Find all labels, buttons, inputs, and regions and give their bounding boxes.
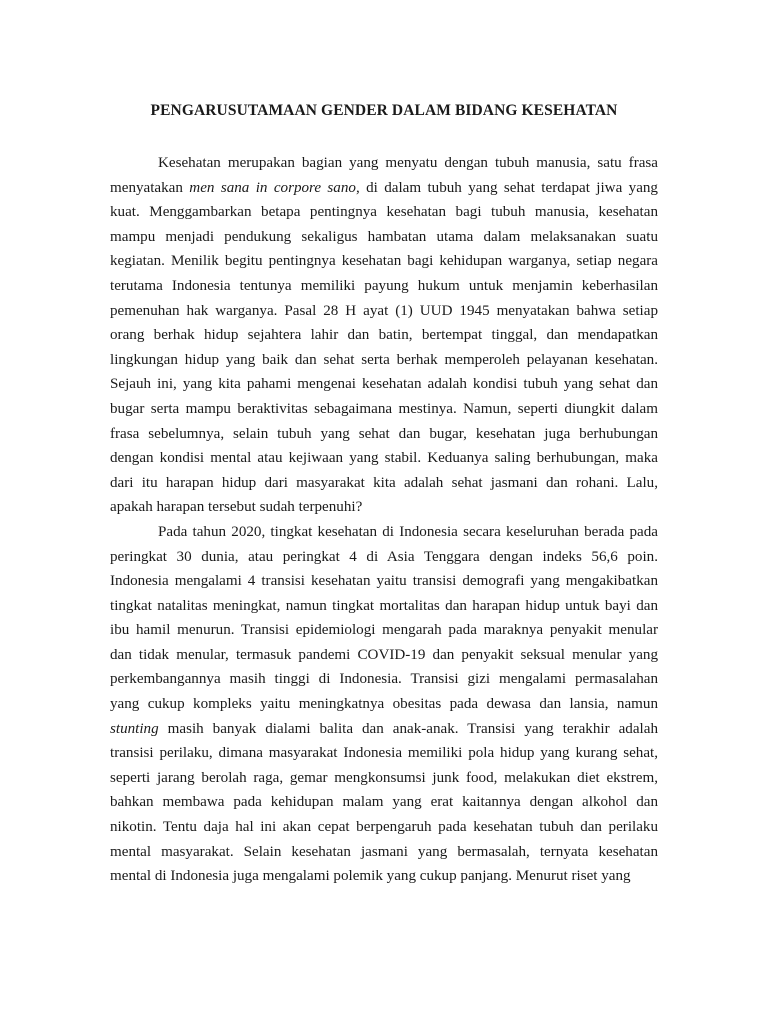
text-line — [110, 495, 658, 520]
text-run: terutama Indonesia tentunya memiliki payung hukum untuk menjamin keberhasilan — [110, 277, 658, 294]
text-run: bahkan membawa pada kehidupan malam yang erat kaitannya dengan alkohol dan — [110, 794, 658, 811]
text-line — [110, 717, 658, 742]
text-run: frasa sebelumnya, selain tubuh yang sehat dan bugar, kesehatan juga berhubungan — [110, 425, 658, 442]
text-run: kuat. Menggambarkan betapa pentingnya kesehatan bagi tubuh manusia, kesehatan — [110, 204, 658, 221]
text-line — [110, 225, 658, 250]
text-line — [110, 520, 658, 545]
text-line — [110, 864, 658, 889]
text-line — [110, 422, 658, 447]
text-line — [110, 299, 658, 324]
text-run: Indonesia mengalami 4 transisi kesehatan yaitu transisi demografi yang mengakibatkan — [110, 573, 658, 590]
text-run: mampu menjadi pendukung sekaligus hambatan utama dalam melaksanakan suatu — [110, 228, 658, 245]
text-run: apakah harapan tersebut sudah terpenuhi? — [110, 499, 363, 516]
text-run: Pada tahun 2020, tingkat kesehatan di Indonesia secara keseluruhan berada pada — [158, 523, 658, 540]
text-run: pemenuhan hak warganya. Pasal 28 H ayat (1) UUD 1945 menyatakan bahwa setiap — [110, 302, 658, 319]
text-run: Sejauh ini, yang kita pahami mengenai kesehatan adalah kondisi tubuh yang sehat dan — [110, 376, 658, 393]
text-line — [110, 397, 658, 422]
text-run: dengan kondisi mental atau kejiwaan yang stabil. Keduanya saling berhubungan, maka — [110, 450, 658, 467]
text-line — [110, 569, 658, 594]
text-run: transisi perilaku, dimana masyarakat Indonesia memiliki pola hidup yang kurang sehat, — [110, 745, 658, 762]
text-line — [110, 446, 658, 471]
text-line — [110, 594, 658, 619]
italic-phrase: stunting — [110, 720, 159, 737]
text-run: perkembangannya masih tinggi di Indonesia. Transisi gizi mengalami permasalahan — [110, 671, 658, 688]
text-line — [110, 618, 658, 643]
text-line — [110, 274, 658, 299]
text-line — [110, 348, 658, 373]
text-run: kegiatan. Menilik begitu pentingnya kesehatan bagi kehidupan warganya, setiap negara — [110, 253, 658, 270]
text-line — [110, 790, 658, 815]
text-run: dan tidak menular, termasuk pandemi COVID-19 dan penyakit seksual menular yang — [110, 646, 658, 663]
text-line — [110, 372, 658, 397]
text-line — [110, 692, 658, 717]
text-run: , di dalam tubuh yang sehat terdapat jiwa yang — [355, 179, 658, 196]
text-run: mental di Indonesia juga mengalami polemik yang cukup panjang. Menurut riset yang — [110, 868, 631, 885]
paragraph-2 — [110, 520, 658, 889]
text-run: Kesehatan merupakan bagian yang menyatu dengan tubuh manusia, satu frasa — [158, 155, 658, 171]
document-title: PENGARUSUTAMAAN GENDER DALAM BIDANG KESEHATAN — [150, 102, 618, 119]
text-line — [110, 766, 658, 791]
text-line — [110, 741, 658, 766]
document-body — [110, 151, 658, 889]
text-line — [110, 840, 658, 865]
text-line — [110, 545, 658, 570]
text-run: bugar serta mampu beraktivitas sebagaimana mestinya. Namun, seperti diungkit dalam — [110, 400, 658, 417]
text-line — [110, 151, 658, 176]
text-run: peringkat 30 dunia, atau peringkat 4 di Asia Tenggara dengan indeks 56,6 poin. — [110, 548, 658, 565]
text-line — [110, 323, 658, 348]
text-run: lingkungan hidup yang baik dan sehat serta berhak memperoleh pelayanan kesehatan. — [110, 351, 658, 368]
text-run: yang cukup kompleks yaitu meningkatnya obesitas pada dewasa dan lansia, namun — [110, 696, 658, 713]
text-line — [110, 249, 658, 274]
text-line — [110, 200, 658, 225]
text-run: orang berhak hidup sejahtera lahir dan batin, bertempat tinggal, dan mendapatkan — [110, 327, 658, 344]
italic-phrase: men sana in corpore sano — [189, 179, 356, 196]
paragraph-1 — [110, 151, 658, 520]
text-line — [110, 815, 658, 840]
text-run: ibu hamil menurun. Transisi epidemiologi mengarah pada maraknya penyakit menular — [110, 622, 658, 639]
text-run: nikotin. Tentu daja hal ini akan cepat berpengaruh pada kesehatan tubuh dan perilaku — [110, 819, 658, 836]
text-line — [110, 667, 658, 692]
text-line — [110, 643, 658, 668]
text-run: masih banyak dialami balita dan anak-anak. Transisi yang terakhir adalah — [158, 720, 658, 737]
text-run: tingkat natalitas meningkat, namun tingkat mortalitas dan harapan hidup untuk bayi dan — [110, 597, 658, 614]
text-run: seperti jarang berolah raga, gemar mengkonsumsi junk food, melakukan diet ekstrem, — [110, 769, 658, 786]
text-line — [110, 471, 658, 496]
text-run: menyatakan — [110, 179, 190, 196]
text-line — [110, 176, 658, 201]
text-run: dari itu harapan hidup dari masyarakat kita adalah sehat jasmani dan rohani. Lalu, — [110, 474, 658, 491]
text-run: mental masyarakat. Selain kesehatan jasmani yang bermasalah, ternyata kesehatan — [110, 843, 658, 860]
